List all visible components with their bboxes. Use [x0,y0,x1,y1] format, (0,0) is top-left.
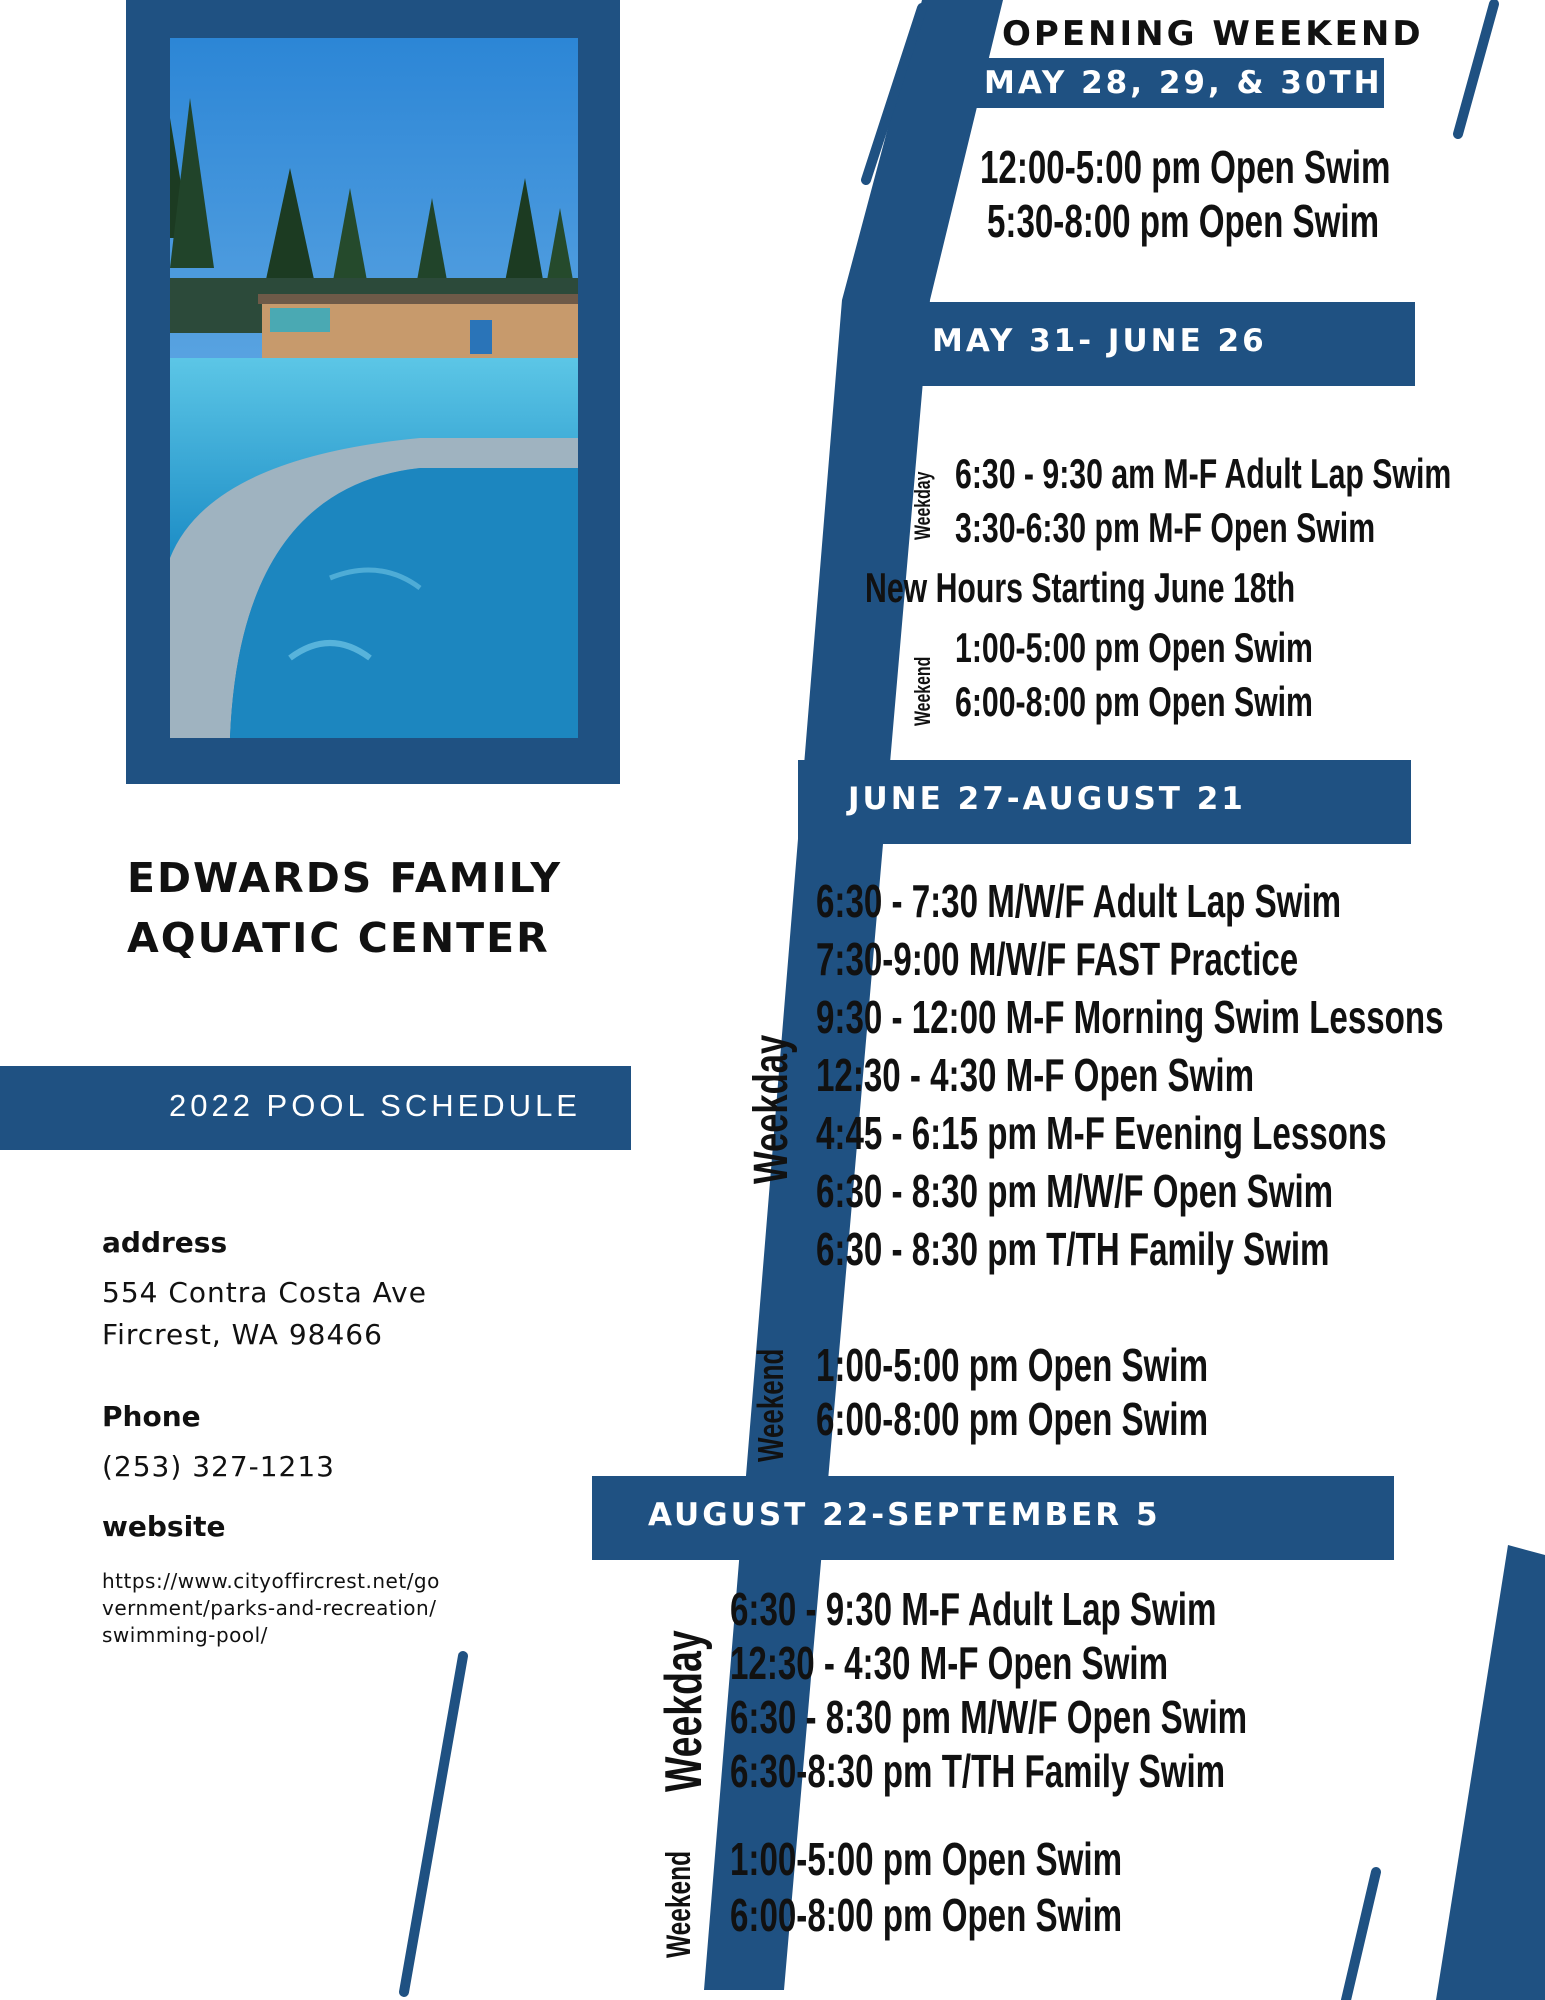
period-band [798,760,1411,844]
address-line: 554 Contra Costa Ave [102,1276,427,1309]
facility-title [127,848,562,968]
period-band [592,1476,1394,1560]
schedule-line: 12:30 - 4:30 M-F Open Swim [816,1049,1255,1101]
schedule-line: 5:30-8:00 pm Open Swim [987,195,1380,247]
opening-weekend-title: OPENING WEEKEND [1002,14,1424,54]
schedule-line: 3:30-6:30 pm M-F Open Swim [955,504,1376,551]
weekday-label: Weekday [655,1630,713,1792]
website-link[interactable]: https://www.cityoffircrest.net/government/parks-and-recreation/swimming-pool/ [102,1569,440,1647]
weekday-label: Weekday [745,1034,798,1184]
title-line: EDWARDS FAMILY [127,854,563,902]
schedule-note: New Hours Starting June 18th [865,564,1296,611]
diagonal-stroke [404,1656,463,1992]
schedule-line: 6:00-8:00 pm Open Swim [955,678,1313,725]
weekend-label: Weekend [660,1850,698,1958]
schedule-banner [0,1066,631,1150]
period-band [880,302,1415,386]
title-line: AQUATIC CENTER [127,914,550,962]
period-dates: MAY 31- JUNE 26 [932,323,1267,359]
schedule-line: 4:45 - 6:15 pm M-F Evening Lessons [816,1107,1387,1159]
diagonal-stroke [1458,4,1494,134]
diagonal-stroke [1346,1872,1376,2000]
schedule-line: 6:00-8:00 pm Open Swim [816,1393,1209,1445]
schedule-line: 6:30 - 8:30 pm T/TH Family Swim [816,1223,1330,1275]
weekday-label: Weekday [910,471,935,540]
website-label: website [102,1510,226,1543]
photo-frame [126,0,620,784]
schedule-banner-text: 2022 POOL SCHEDULE [168,1088,581,1123]
address-line: Fircrest, WA 98466 [102,1318,383,1351]
schedule-line: 6:30 - 7:30 M/W/F Adult Lap Swim [816,875,1342,927]
corner-shape [1436,1545,1545,2000]
schedule-line: 6:00-8:00 pm Open Swim [730,1889,1123,1941]
schedule-line: 6:30-8:30 pm T/TH Family Swim [730,1745,1226,1797]
schedule-line: 1:00-5:00 pm Open Swim [730,1833,1123,1885]
schedule-line: 7:30-9:00 M/W/F FAST Practice [816,933,1299,985]
schedule-line: 12:00-5:00 pm Open Swim [980,141,1391,193]
phone-number: (253) 327-1213 [102,1450,335,1483]
weekend-label: Weekend [910,656,935,726]
weekend-label: Weekend [750,1348,791,1462]
pool-photo [170,38,578,738]
opening-dates-band [972,58,1384,108]
schedule-line: 1:00-5:00 pm Open Swim [955,624,1313,671]
schedule-line: 6:30 - 9:30 am M-F Adult Lap Swim [955,450,1452,497]
period-dates: AUGUST 22-SEPTEMBER 5 [648,1497,1161,1533]
phone-label: Phone [102,1400,201,1433]
schedule-line: 6:30 - 9:30 M-F Adult Lap Swim [730,1583,1217,1635]
schedule-line: 12:30 - 4:30 M-F Open Swim [730,1637,1169,1689]
schedule-line: 6:30 - 8:30 pm M/W/F Open Swim [816,1165,1334,1217]
address-label: address [102,1226,228,1259]
period-dates: JUNE 27-AUGUST 21 [848,781,1246,817]
schedule-line: 1:00-5:00 pm Open Swim [816,1339,1209,1391]
schedule-line: 9:30 - 12:00 M-F Morning Swim Lessons [816,991,1444,1043]
schedule-line: 6:30 - 8:30 pm M/W/F Open Swim [730,1691,1248,1743]
opening-dates: MAY 28, 29, & 30TH [984,65,1383,101]
